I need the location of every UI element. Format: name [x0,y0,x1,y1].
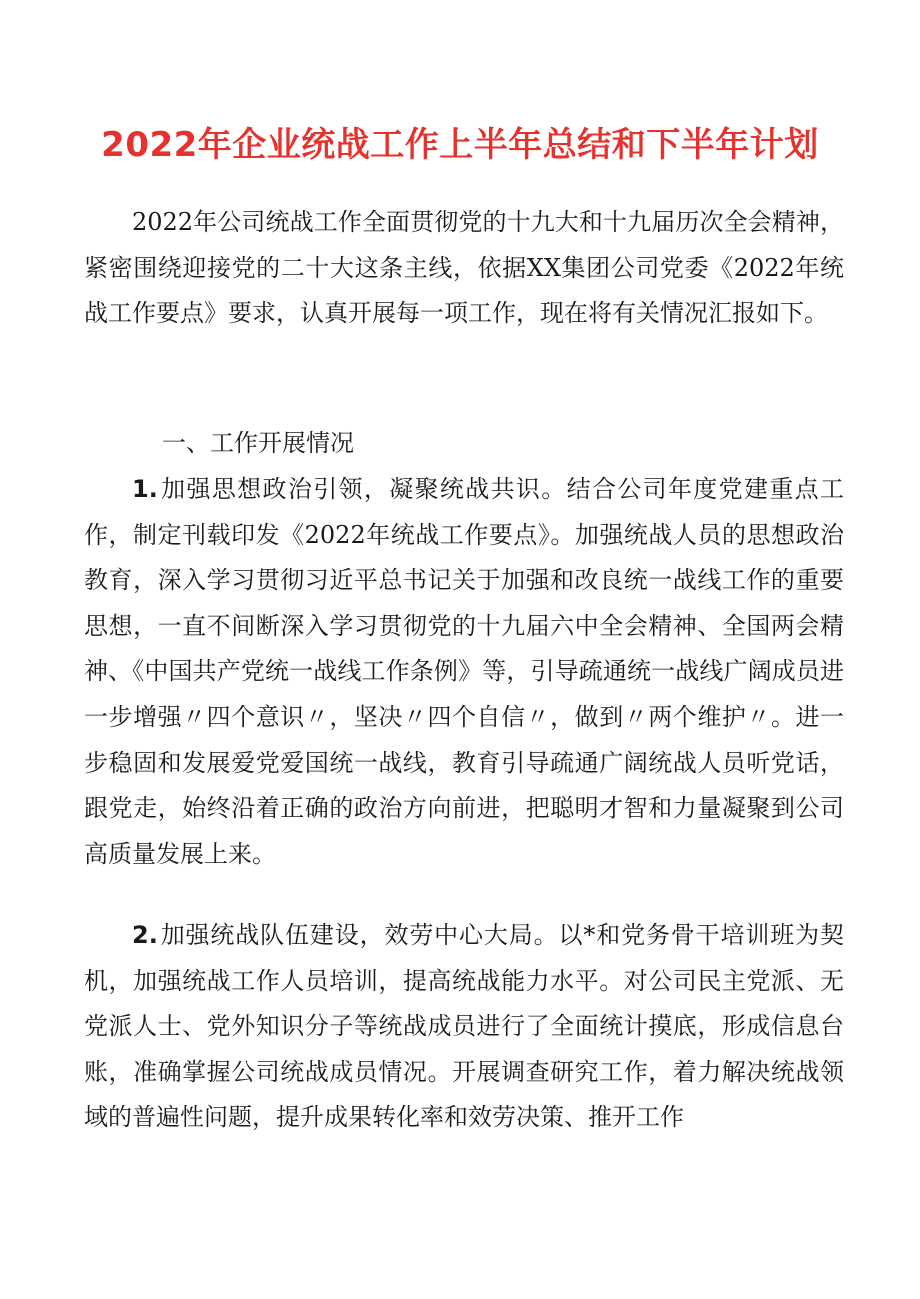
section-heading: 一、工作开展情况 [162,429,354,457]
item-paragraph-2 [84,913,844,1141]
item-text-1: 加强思想政治引领，凝聚统战共识。结合公司年度党建重点工作，制定刊载印发《2022年统战工作要点》。加强统战人员的思想政治教育，深入学习贯彻习近平总书记关于加强和改良统一战线工作的重要思想，一直不间断深入学习贯彻党的十九届六中全会精神、全国两会精神、《中国共产党统一战线工作条例》等，引导疏通统一战线广阔成员进一步增强〃四个意识〃，坚决〃四个自信〃，做到〃两个维护〃。进一步稳固和发展爱党爱国统一战线，教育引导疏通广阔统战人员听党话，跟党走，始终沿着正确的政治方向前进，把聪明才智和力量凝聚到公司高质量发展上来。 [84,475,844,868]
item-text-2: 加强统战队伍建设，效劳中心大局。以*和党务骨干培训班为契机，加强统战工作人员培训，提高统战能力水平。对公司民主党派、无党派人士、党外知识分子等统战成员进行了全面统计摸底，形成信息台账，准确掌握公司统战成员情况。开展调查研究工作，着力解决统战领域的普遍性问题，提升成果转化率和效劳决策、推开工作 [84,921,844,1132]
item-number-1: 1. [132,475,158,503]
item-paragraph-1 [84,467,844,877]
intro-paragraph: 2022年公司统战工作全面贯彻党的十九大和十九届历次全会精神，紧密围绕迎接党的二十大这条主线，依据XX集团公司党委《2022年统战工作要点》要求，认真开展每一项工作，现在将有关情况汇报如下。 [84,208,844,328]
document-title: 2022年企业统战工作上半年总结和下半年计划 [101,125,819,165]
item-number-2: 2. [132,921,158,949]
